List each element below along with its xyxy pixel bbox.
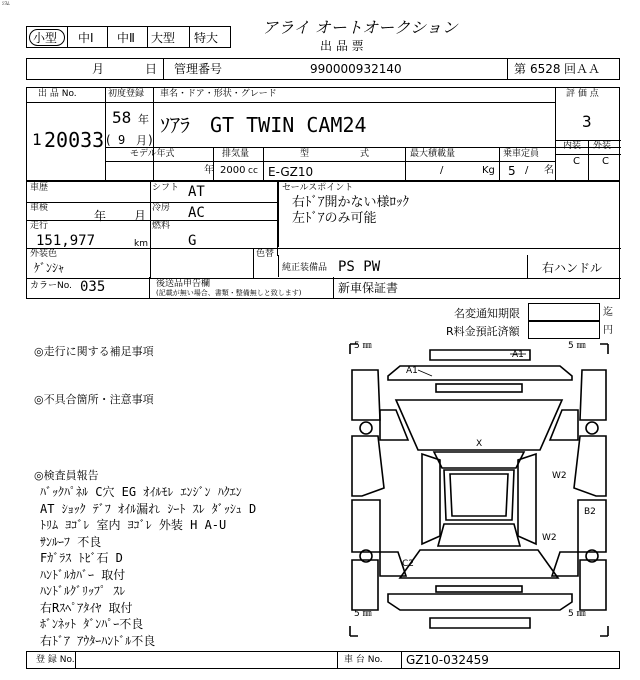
kg-unit: Kg: [482, 165, 495, 176]
right-front-door: [574, 436, 606, 496]
recycle-fee-unit: 円: [603, 325, 613, 336]
left-rear-side: [352, 560, 378, 610]
rear-panel: [436, 586, 522, 592]
color-change-label: 色替: [256, 249, 275, 259]
model-label: 型: [300, 149, 310, 159]
model-year-label: モデル年式: [130, 149, 175, 159]
header-title: アライ オートオークション: [262, 18, 458, 37]
corner-bracket: [600, 626, 608, 636]
max-load-label: 最大積載量: [410, 149, 456, 159]
fuel-value: G: [188, 233, 197, 249]
fuel-label: 燃料: [152, 221, 171, 231]
wheel-icon: [360, 422, 372, 434]
first-reg-month: 9: [118, 133, 126, 147]
right-pillar: [518, 454, 536, 544]
ac-label: 冷房: [152, 203, 171, 213]
sales-point-1: 右ﾄﾞｱ開かない様ﾛｯｸ: [292, 195, 410, 210]
lot-no-label: 出 品 No.: [38, 89, 77, 99]
cc-unit: cc: [248, 166, 258, 176]
displacement-label: 排気量: [222, 149, 250, 159]
chassis-no-label: 車 台 No.: [344, 655, 383, 665]
grille: [436, 384, 522, 392]
chassis-no-value: GZ10-032459: [406, 653, 489, 667]
ac-value: AC: [188, 205, 205, 221]
rating-label: 評 価 点: [566, 89, 599, 99]
report-line: 右Rｽﾍﾟｱﾀｲﾔ 取付: [40, 600, 133, 615]
documents-value: 新車保証書: [338, 281, 399, 295]
month-open-paren: (: [106, 133, 111, 147]
inspector-report-label: ◎検査員報告: [34, 469, 99, 482]
delivery-note: (記載が無い場合、書類・整備無しと致します): [156, 289, 302, 297]
deadline-unit: 迄: [603, 307, 613, 318]
genuine-equip-label: 純正装備品: [282, 263, 328, 273]
corner-label: 5 ㎜: [568, 609, 586, 619]
rear-fascia: [388, 594, 572, 610]
corner-label: 5 ㎜: [568, 341, 586, 351]
month-label: 月: [92, 62, 105, 76]
inspector-report: [40, 484, 256, 649]
model-code: E-GZ10: [268, 165, 314, 179]
mark-leader: [418, 370, 432, 376]
model-year-unit: 年: [204, 165, 214, 176]
report-line: Fｶﾞﾗｽ ﾄﾋﾞ石 D: [40, 551, 123, 565]
lot-prefix: 1: [32, 130, 42, 149]
lot-number: 20033: [44, 128, 105, 152]
name-change-deadline-label: 名変通知期限: [454, 307, 520, 320]
first-reg-year: 58: [112, 108, 132, 127]
right-front-side: [580, 370, 606, 420]
inspection-year-unit: 年: [94, 209, 107, 223]
corner-label: 5 ㎜: [354, 609, 372, 619]
equipment-cell: [278, 255, 528, 277]
month-close-paren: ): [148, 133, 153, 147]
corner-label: 5 ㎜: [354, 341, 372, 351]
model-shiki-label: 式: [360, 149, 370, 159]
damage-mark: A1: [512, 350, 524, 360]
exterior-label: 外装: [593, 141, 612, 151]
damage-mark: X: [476, 439, 483, 449]
sales-points-label: セールスポイント: [282, 183, 354, 193]
round-label: 第: [514, 62, 527, 76]
mileage-supplement-label: ◎走行に関する補足事項: [34, 345, 154, 358]
report-line: ﾄﾘﾑ ﾖｺﾞﾚ 室内 ﾖｺﾞﾚ 外装 H A-U: [40, 518, 227, 532]
left-pillar: [422, 454, 440, 544]
corner-bracket: [350, 626, 358, 636]
damage-mark: B2: [584, 507, 596, 517]
size-xlarge: 特大: [194, 31, 219, 45]
mgmt-number: 990000932140: [310, 62, 402, 76]
rear-bumper: [430, 618, 530, 628]
interior-label: 内装: [563, 141, 582, 151]
damage-mark: W2: [552, 471, 567, 481]
month-unit: 月: [136, 134, 147, 147]
report-line: ﾊﾞｯｸﾊﾟﾈﾙ C穴 EG ｵｲﾙﾓﾚ ｴﾝｼﾞﾝ ﾊｸｴﾝ: [40, 485, 242, 499]
sales-point-2: 左ﾄﾞｱのみ可能: [292, 211, 377, 226]
ext-color-label: 外装色: [30, 249, 58, 259]
capacity-value: 5: [508, 164, 516, 178]
year-unit: 年: [138, 113, 149, 126]
color-no-label: カラーNo.: [30, 281, 72, 291]
inspection-month-unit: 月: [134, 209, 147, 223]
damage-mark: W2: [542, 533, 557, 543]
corner-bracket: [600, 344, 608, 354]
wheel-icon: [586, 422, 598, 434]
left-rear-door: [352, 500, 380, 552]
left-front-door: [352, 436, 384, 496]
rating-score: 3: [582, 112, 592, 131]
color-no-value: 035: [80, 279, 106, 295]
steering-value: 右ハンドル: [542, 261, 603, 275]
right-rear-side: [580, 560, 606, 610]
reg-no-label: 登 録 No.: [36, 655, 75, 665]
km-unit: km: [134, 239, 148, 249]
roof: [444, 470, 514, 520]
history-label: 車歴: [30, 183, 49, 193]
sunroof: [450, 474, 508, 516]
report-line: ﾊﾝﾄﾞﾙｸﾞﾘｯﾌﾟ ｽﾚ: [40, 584, 126, 598]
first-reg-label: 初度登録: [108, 89, 145, 99]
round-number: 6528: [530, 62, 561, 76]
displacement-value: 2000: [220, 165, 246, 176]
recycle-fee-field: [528, 321, 600, 339]
shift-label: シフト: [152, 183, 180, 193]
size-large: 大型: [151, 31, 176, 45]
mileage-value: 151,977: [36, 233, 96, 249]
trunk: [400, 550, 558, 578]
size-mid1: 中Ⅰ: [78, 31, 94, 45]
report-line: 右ﾄﾞｱ ｱｳﾀｰﾊﾝﾄﾞﾙ不良: [40, 633, 156, 648]
sales-points-divider: [278, 181, 284, 247]
header-subtitle: 出 品 票: [320, 39, 364, 53]
capacity-slash: /: [525, 165, 529, 176]
report-line: ﾎﾞﾝﾈｯﾄ ﾀﾞﾝﾊﾟｰ不良: [40, 617, 144, 631]
left-front-fender: [380, 410, 408, 440]
left-front-side: [352, 370, 380, 420]
recycle-fee-label: R料金預託済額: [446, 325, 520, 338]
rear-glass: [438, 524, 520, 546]
size-mid2: 中Ⅱ: [117, 31, 135, 45]
right-rear-fender: [552, 552, 578, 576]
windshield: [434, 452, 524, 468]
round-suffix: 回ＡＡ: [564, 62, 601, 76]
car-name-label: 車名・ドア・形状・グレード: [160, 89, 277, 99]
mileage-label: 走行: [30, 221, 49, 231]
inspection-label: 車検: [30, 203, 49, 213]
ext-color-value: ｹﾞﾝｼｬ: [34, 261, 65, 275]
car-damage-diagram: [340, 340, 618, 640]
name-change-deadline-field: [528, 303, 600, 321]
mgmt-label: 管理番号: [174, 62, 223, 76]
footer-row: [26, 651, 620, 669]
interior-grade: C: [573, 156, 580, 167]
defects-label: ◎不具合箇所・注意事項: [34, 393, 154, 406]
damage-mark: C2: [402, 559, 415, 569]
right-front-fender: [550, 410, 578, 440]
report-line: AT ｼｮｯｸ ﾃﾞﾌ ｵｲﾙ漏れ ｼｰﾄ ｽﾚ ﾀﾞｯｼｭ D: [40, 501, 257, 516]
size-small: 小型: [33, 31, 58, 45]
equipment-value: PS PW: [338, 259, 381, 275]
day-label: 日: [145, 62, 158, 76]
exterior-grade: C: [602, 156, 609, 167]
corner-mark: ｼﾖﾑ: [2, 1, 10, 7]
delivery-doc-label: 後送品申告欄: [156, 279, 211, 289]
car-name: ｿｱﾗ GT TWIN CAM24: [160, 113, 367, 137]
damage-mark: A1: [406, 366, 418, 376]
report-line: ﾊﾝﾄﾞﾙｶﾊﾞｰ 取付: [40, 567, 126, 582]
report-line: ｻﾝﾙｰﾌ 不良: [40, 534, 102, 549]
capacity-unit: 名: [544, 165, 554, 176]
load-slash: /: [440, 165, 444, 176]
shift-value: AT: [188, 184, 205, 200]
capacity-label: 乗車定員: [503, 149, 540, 159]
